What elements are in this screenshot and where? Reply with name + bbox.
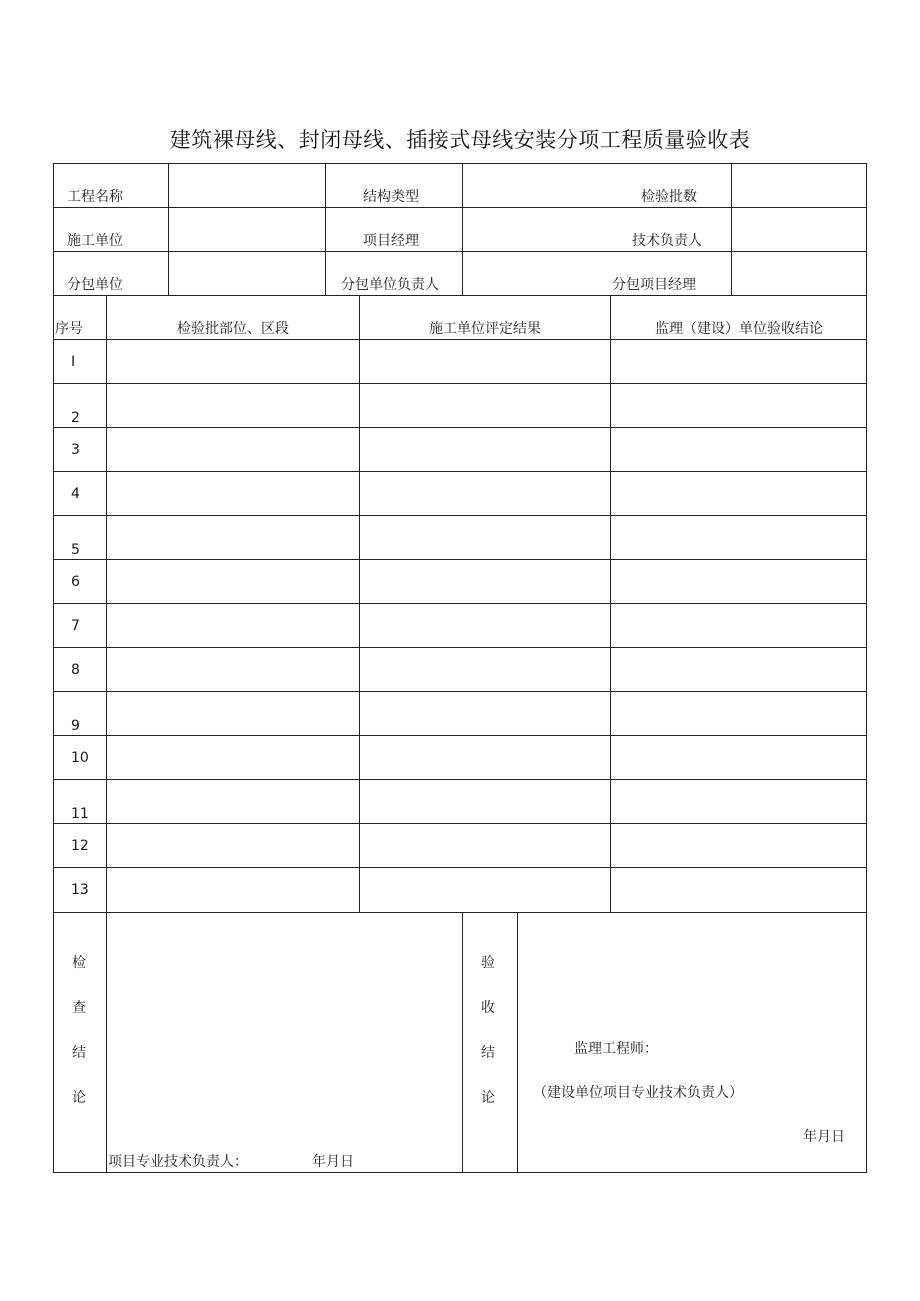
batch-count-label: 检验批数 [641, 189, 697, 205]
table-row-divider [53, 427, 867, 428]
table-row-divider [53, 691, 867, 692]
row-number: 7 [71, 618, 80, 634]
check-label-char: 论 [72, 1090, 86, 1106]
row-number: 5 [71, 542, 80, 558]
row-number: 3 [71, 442, 80, 458]
supervisor-signature-label: 监理工程师： [574, 1041, 658, 1057]
table-row-divider [53, 471, 867, 472]
conclusion-divider [106, 912, 107, 1173]
table-row-divider [53, 867, 867, 868]
tech-lead-signature-label: 项目专业技术负责人： [108, 1154, 248, 1170]
table-row-divider [53, 559, 867, 560]
column-header-seq: 序号 [55, 321, 83, 337]
column-divider [106, 295, 107, 913]
item-table [53, 295, 867, 913]
accept-label-char: 结 [481, 1045, 495, 1061]
table-row-divider [53, 383, 867, 384]
table-row-divider [53, 515, 867, 516]
page-title: 建筑裸母线、封闭母线、插接式母线安装分项工程质量验收表 [169, 128, 751, 152]
row-number: 8 [71, 662, 80, 678]
check-label-char: 结 [72, 1045, 86, 1061]
accept-label-char: 验 [481, 955, 495, 971]
table-row-divider [53, 779, 867, 780]
header-divider [325, 163, 326, 296]
header-divider [462, 163, 463, 296]
row-number: 12 [71, 838, 89, 854]
column-header-contractor-result: 施工单位评定结果 [429, 321, 541, 337]
column-divider [359, 295, 360, 913]
header-divider [168, 163, 169, 296]
conclusion-divider [462, 912, 463, 1173]
row-number: I [71, 354, 76, 370]
column-header-location: 检验批部位、区段 [177, 321, 289, 337]
check-label-char: 检 [72, 955, 86, 971]
header-block [53, 163, 867, 296]
owner-rep-label: （建设单位项目专业技术负责人） [533, 1085, 743, 1101]
structure-type-label: 结构类型 [363, 189, 419, 205]
table-row-divider [53, 339, 867, 340]
accept-label-char: 收 [481, 1000, 495, 1016]
right-date-label: 年月日 [803, 1129, 845, 1145]
row-number: 10 [71, 750, 89, 766]
column-header-supervisor-conclusion: 监理（建设）单位验收结论 [655, 321, 823, 337]
row-number: 6 [71, 574, 80, 590]
check-label-char: 查 [72, 1000, 86, 1016]
row-number: 13 [71, 882, 89, 898]
project-manager-label: 项目经理 [363, 233, 419, 249]
table-row-divider [53, 647, 867, 648]
left-date-label: 年月日 [312, 1154, 354, 1170]
table-row-divider [53, 603, 867, 604]
row-number: 4 [71, 486, 80, 502]
header-divider [53, 251, 867, 252]
table-row-divider [53, 823, 867, 824]
header-divider [731, 163, 732, 296]
table-row-divider [53, 735, 867, 736]
project-name-label: 工程名称 [67, 189, 123, 205]
header-divider [53, 207, 867, 208]
construction-unit-label: 施工单位 [67, 233, 123, 249]
accept-label-char: 论 [481, 1090, 495, 1106]
subcontract-pm-label: 分包项目经理 [612, 277, 696, 293]
subcontractor-label: 分包单位 [67, 277, 123, 293]
tech-lead-label: 技术负责人 [632, 233, 702, 249]
subcontractor-lead-label: 分包单位负责人 [341, 277, 439, 293]
column-divider [610, 295, 611, 913]
row-number: 9 [71, 718, 80, 734]
conclusion-block [53, 912, 867, 1173]
row-number: 11 [71, 806, 89, 822]
row-number: 2 [71, 410, 80, 426]
conclusion-divider [517, 912, 518, 1173]
